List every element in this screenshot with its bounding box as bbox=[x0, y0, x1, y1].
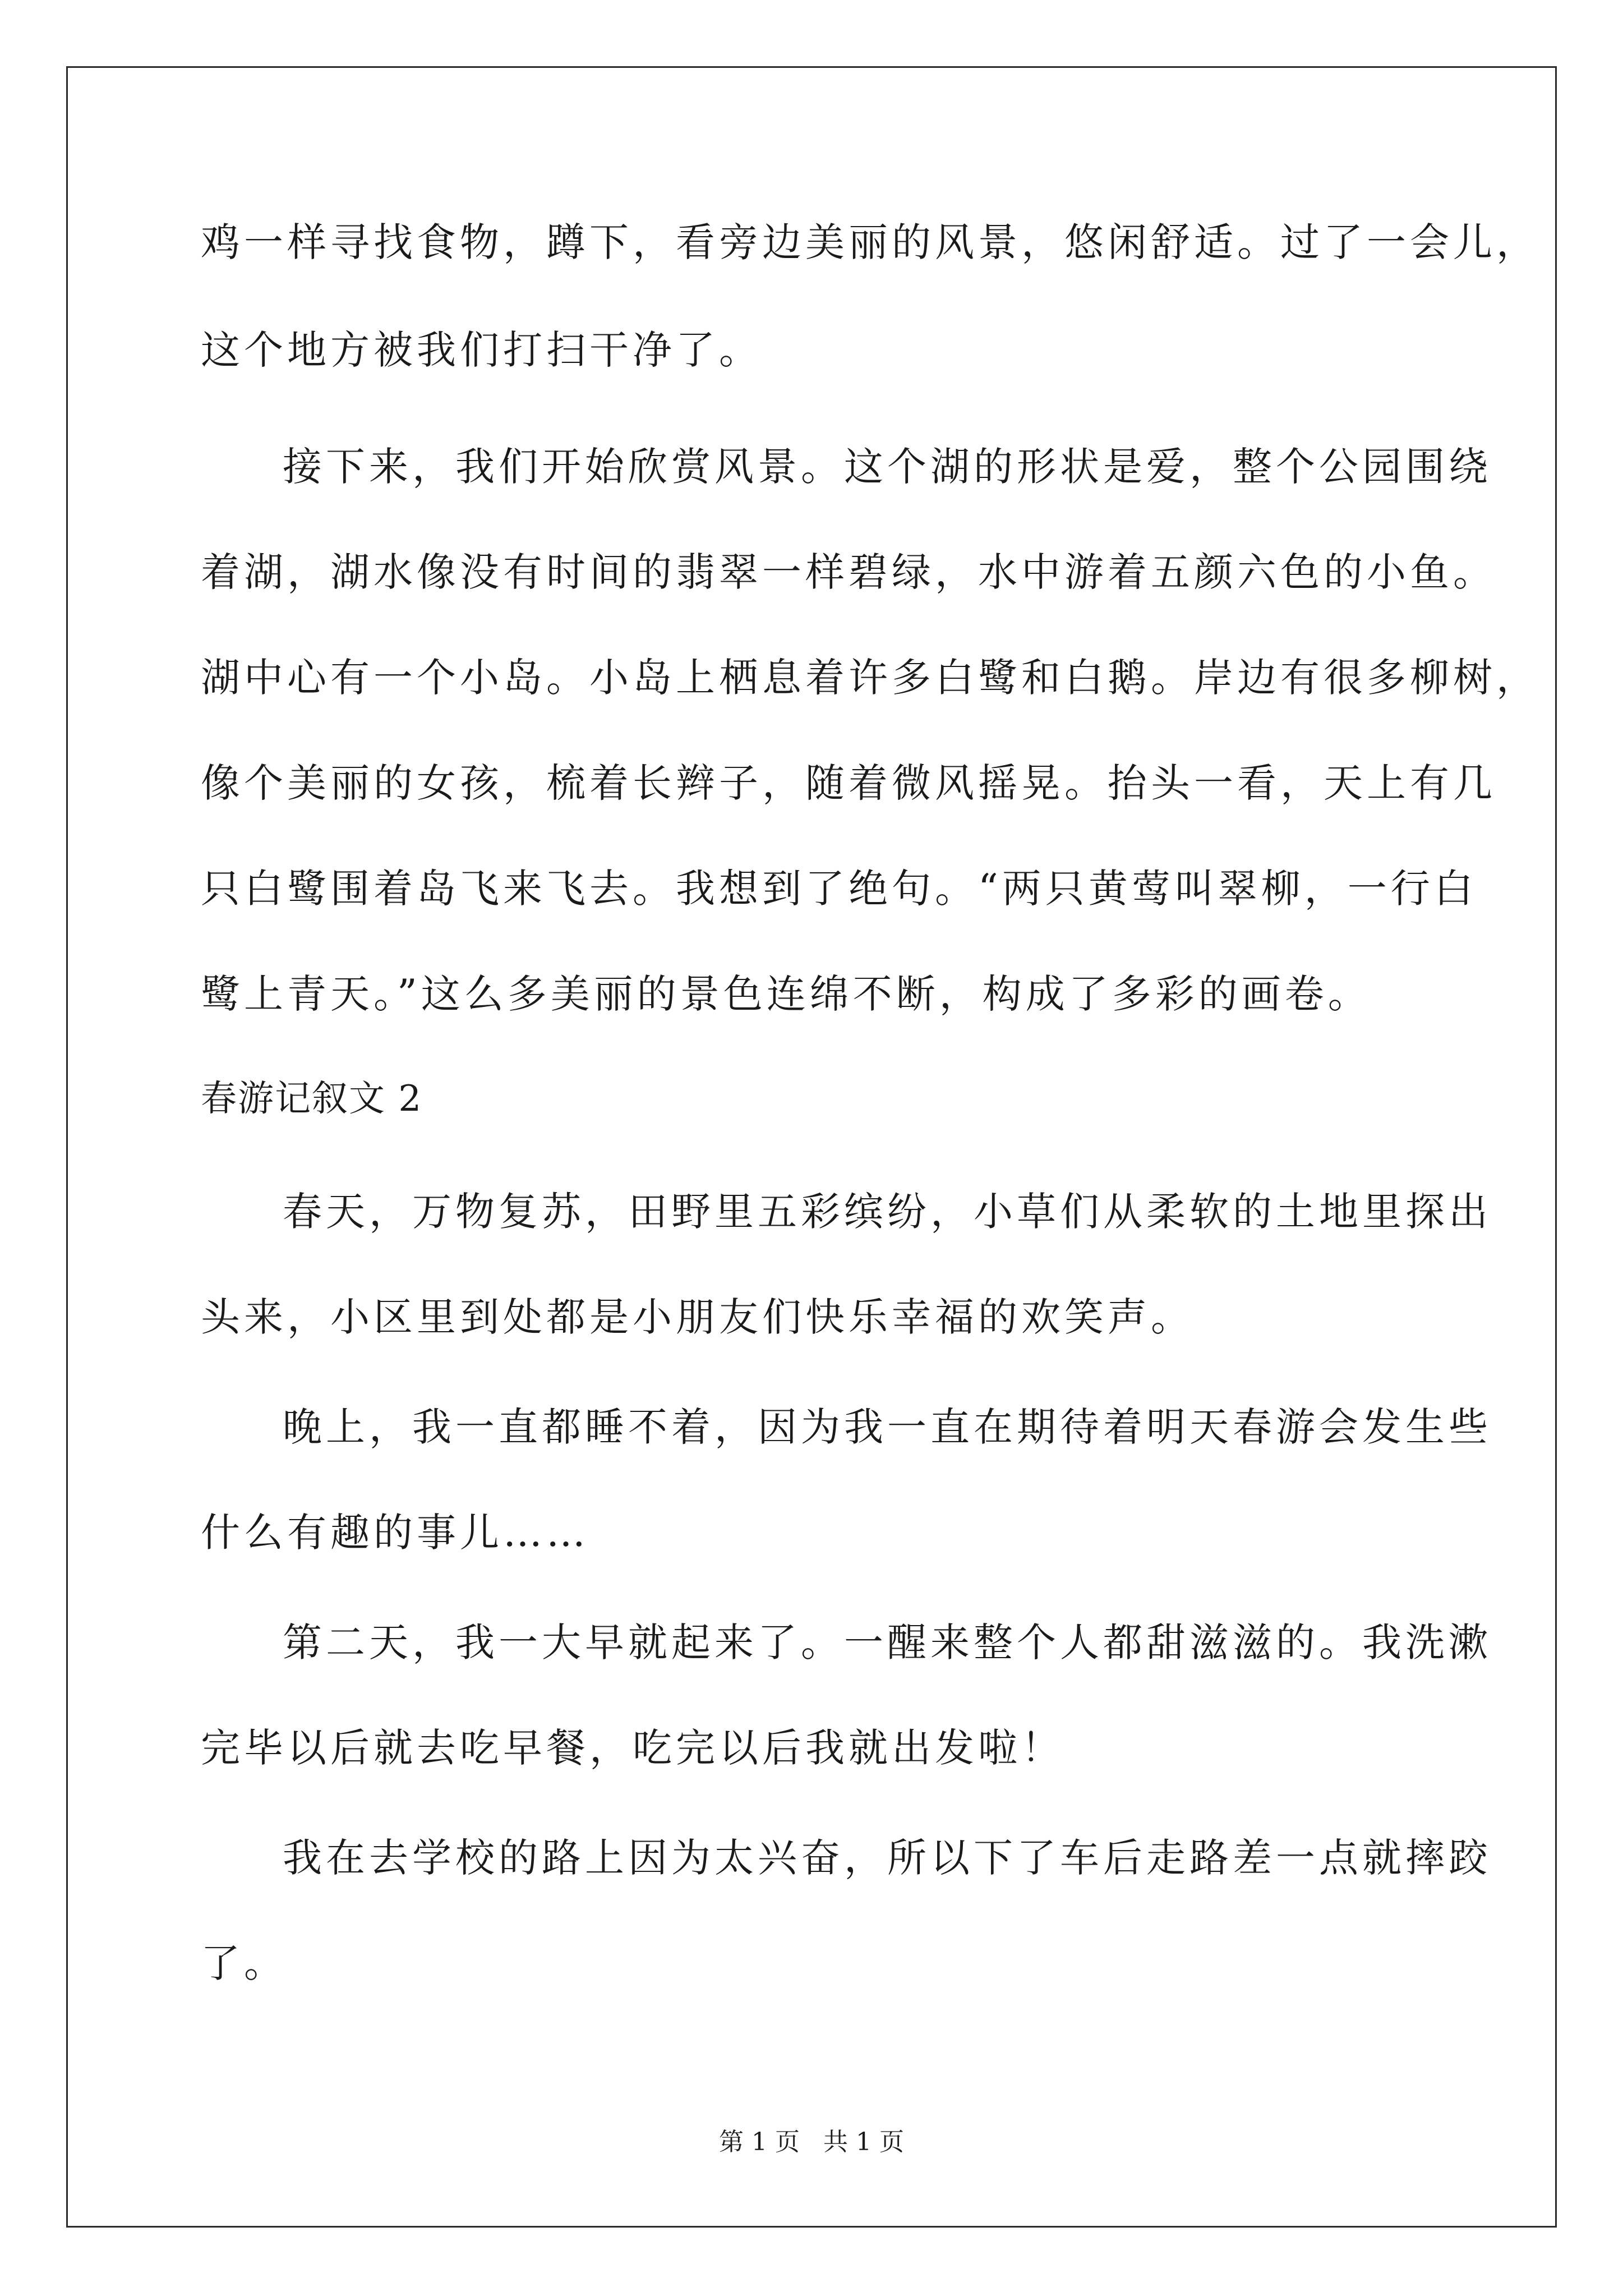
page-border bbox=[66, 66, 1557, 2228]
paragraph-line: 春天，万物复苏，田野里五彩缤纷，小草们从柔软的土地里探出 bbox=[283, 1189, 1492, 1235]
paragraph-line: 像个美丽的女孩，梳着长辫子，随着微风摇晃。抬头一看，天上有几 bbox=[201, 760, 1496, 806]
paragraph-line: 第二天，我一大早就起来了。一醒来整个人都甜滋滋的。我洗漱 bbox=[283, 1619, 1492, 1665]
section-title: 春游记叙文 2 bbox=[201, 1078, 423, 1120]
paragraph-line: 头来，小区里到处都是小朋友们快乐幸福的欢笑声。 bbox=[201, 1294, 1194, 1340]
paragraph-line: 了。 bbox=[201, 1940, 287, 1986]
paragraph-line: 接下来，我们开始欣赏风景。这个湖的形状是爱，整个公园围绕 bbox=[283, 444, 1492, 490]
paragraph-line: 什么有趣的事儿…… bbox=[201, 1510, 589, 1556]
paragraph-line: 着湖，湖水像没有时间的翡翠一样碧绿，水中游着五颜六色的小鱼。 bbox=[201, 549, 1496, 595]
paragraph-line: 鸡一样寻找食物，蹲下，看旁边美丽的风景，悠闲舒适。过了一会儿， bbox=[201, 219, 1539, 265]
paragraph-line: 晚上，我一直都睡不着，因为我一直在期待着明天春游会发生些 bbox=[283, 1404, 1492, 1450]
page-number-footer: 第 1 页 共 1 页 bbox=[719, 2128, 904, 2156]
paragraph-line: 湖中心有一个小岛。小岛上栖息着许多白鹭和白鹅。岸边有很多柳树， bbox=[201, 655, 1539, 701]
paragraph-line: 我在去学校的路上因为太兴奋，所以下了车后走路差一点就摔跤 bbox=[283, 1835, 1492, 1881]
paragraph-line: 这个地方被我们打扫干净了。 bbox=[201, 327, 762, 373]
paragraph-line: 完毕以后就去吃早餐，吃完以后我就出发啦！ bbox=[201, 1725, 1064, 1771]
paragraph-line: 只白鹭围着岛飞来飞去。我想到了绝句。“两只黄莺叫翠柳，一行白 bbox=[201, 866, 1477, 912]
paragraph-line: 鹭上青天。”这么多美丽的景色连绵不断，构成了多彩的画卷。 bbox=[201, 971, 1371, 1017]
